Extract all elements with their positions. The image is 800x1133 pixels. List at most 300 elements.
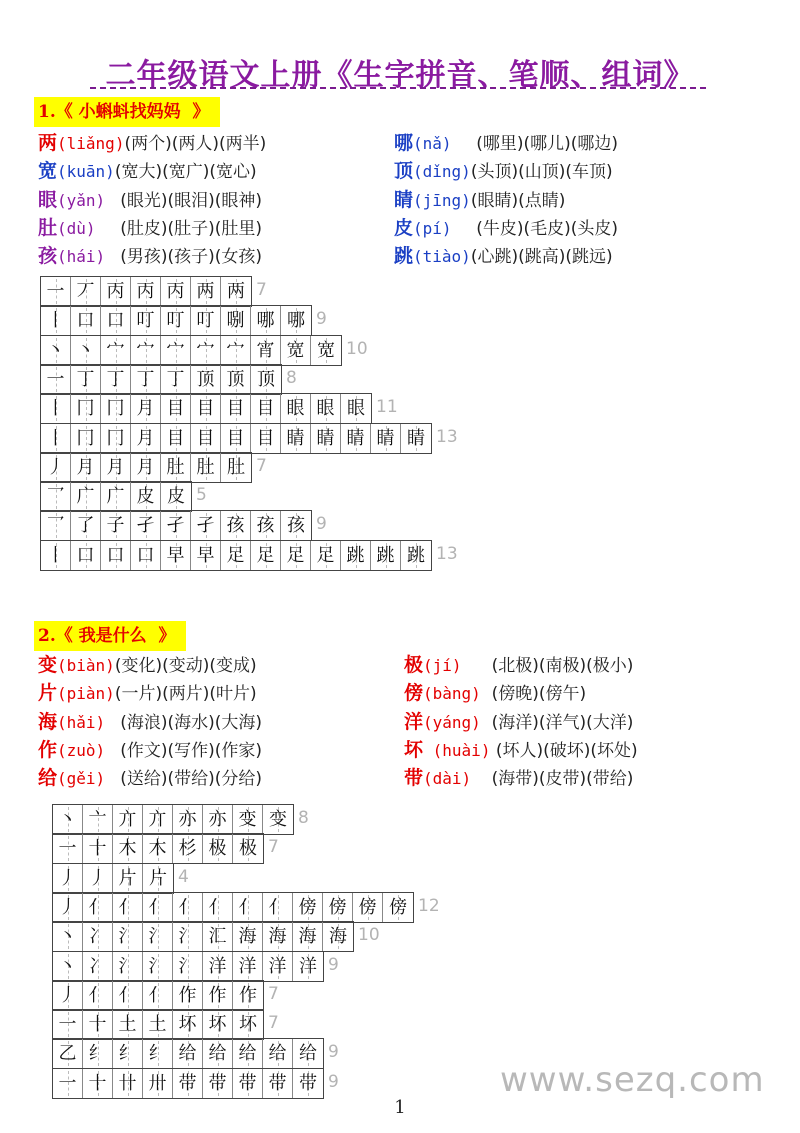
stroke-cell xyxy=(173,805,203,834)
stroke-glyph: 叮 xyxy=(166,310,185,332)
stroke-cell xyxy=(173,1069,203,1098)
stroke-cell xyxy=(233,1039,263,1068)
stroke-cell xyxy=(341,394,371,423)
stroke-cell xyxy=(251,365,281,394)
stroke-cell xyxy=(143,834,173,863)
vocab-row xyxy=(394,243,613,269)
stroke-glyph: 宽 xyxy=(286,339,305,361)
stroke-glyph: 纟 xyxy=(148,1043,167,1065)
stroke-cell xyxy=(191,277,221,306)
vocab-pinyin: (yáng) xyxy=(423,712,481,732)
vocab-words: (牛皮)(毛皮)(头皮) xyxy=(470,218,619,239)
watermark: www.sezq.com xyxy=(500,1060,765,1100)
vocab-char: 皮 xyxy=(394,216,414,239)
stroke-glyph: 丿 xyxy=(46,456,65,478)
stroke-cell xyxy=(161,482,191,511)
vocab-char: 跳 xyxy=(394,245,414,268)
stroke-cell xyxy=(83,981,113,1010)
stroke-glyph: 孩 xyxy=(226,515,245,537)
stroke-cells xyxy=(40,423,432,454)
section-heading: 1.《 小蝌蚪找妈妈 》 xyxy=(34,97,220,127)
stroke-glyph: 早 xyxy=(196,544,215,566)
stroke-cell xyxy=(293,1069,323,1098)
stroke-glyph: 孩 xyxy=(256,515,275,537)
stroke-cells xyxy=(52,980,264,1011)
stroke-cell xyxy=(251,394,281,423)
stroke-glyph: 氵 xyxy=(148,955,167,977)
vocab-pinyin: (dài) xyxy=(423,769,481,789)
stroke-cell xyxy=(191,541,221,570)
stroke-glyph: 丶 xyxy=(76,339,95,361)
stroke-glyph: 目 xyxy=(166,427,185,449)
stroke-glyph: 洋 xyxy=(268,955,287,977)
stroke-cell xyxy=(53,864,83,893)
stroke-cell xyxy=(341,541,371,570)
stroke-cell xyxy=(83,1069,113,1098)
stroke-glyph: 乙 xyxy=(58,1043,77,1065)
stroke-glyph: 丿 xyxy=(58,867,77,889)
stroke-cell xyxy=(173,981,203,1010)
vocab-char: 海 xyxy=(38,710,58,733)
vocab-words: (变化)(变动)(变成) xyxy=(114,656,257,676)
stroke-glyph: 宵 xyxy=(256,339,275,361)
stroke-cell xyxy=(41,541,71,570)
stroke-cell xyxy=(203,1069,233,1098)
vocab-char: 给 xyxy=(38,767,58,790)
stroke-cell xyxy=(221,394,251,423)
stroke-glyph: 皮 xyxy=(167,486,185,508)
stroke-glyph: 肚 xyxy=(166,456,185,478)
stroke-glyph: 口 xyxy=(106,310,125,332)
stroke-glyph: 作 xyxy=(208,984,227,1006)
vocab-row xyxy=(38,130,266,156)
vocab-words: (哪里)(哪儿)(哪边) xyxy=(470,134,619,154)
stroke-count: 7 xyxy=(256,280,267,300)
stroke-glyph: 口 xyxy=(76,544,95,566)
vocab-row xyxy=(38,243,262,269)
stroke-glyph: 子 xyxy=(106,515,125,537)
stroke-cell xyxy=(263,805,293,834)
stroke-cell xyxy=(161,277,191,306)
stroke-cell xyxy=(113,864,143,893)
vocab-row xyxy=(38,158,257,184)
stroke-cell xyxy=(161,394,191,423)
vocab-row xyxy=(404,765,633,791)
vocab-words: (肚皮)(肚子)(肚里) xyxy=(114,218,263,239)
stroke-glyph: 月 xyxy=(136,427,155,449)
stroke-glyph: 丙 xyxy=(166,281,185,302)
stroke-glyph: 丨 xyxy=(46,310,65,332)
stroke-cell xyxy=(53,922,83,951)
stroke-cell xyxy=(311,541,341,570)
stroke-cell xyxy=(53,1039,83,1068)
stroke-count: 7 xyxy=(268,983,279,1004)
stroke-glyph: 亻 xyxy=(88,984,107,1006)
stroke-glyph: 洋 xyxy=(238,955,257,977)
stroke-cell xyxy=(263,1069,293,1098)
stroke-glyph: 肚 xyxy=(227,456,245,478)
stroke-count: 9 xyxy=(328,954,339,975)
stroke-cell xyxy=(203,952,233,981)
stroke-cells xyxy=(52,1068,324,1099)
stroke-glyph: 极 xyxy=(208,838,227,860)
stroke-cell xyxy=(71,336,101,365)
stroke-glyph: 亻 xyxy=(268,896,287,918)
stroke-cell xyxy=(251,511,281,540)
stroke-glyph: 月 xyxy=(136,456,155,478)
stroke-cell xyxy=(383,893,413,922)
stroke-glyph: 亻 xyxy=(118,896,137,918)
stroke-cell xyxy=(221,511,251,540)
stroke-cell xyxy=(233,922,263,951)
stroke-count: 11 xyxy=(376,397,398,418)
stroke-glyph: 给 xyxy=(238,1043,257,1065)
vocab-row xyxy=(404,680,586,706)
vocab-words: (眼睛)(点睛) xyxy=(470,190,566,211)
stroke-cell xyxy=(71,365,101,394)
stroke-cell xyxy=(173,952,203,981)
stroke-count: 5 xyxy=(196,485,207,506)
stroke-glyph: 作 xyxy=(239,984,257,1006)
stroke-cell xyxy=(71,306,101,335)
stroke-cells xyxy=(52,863,174,894)
stroke-cell xyxy=(113,952,143,981)
stroke-cell xyxy=(143,952,173,981)
stroke-count: 13 xyxy=(436,426,458,447)
stroke-glyph: 睛 xyxy=(376,427,395,449)
stroke-cell xyxy=(371,424,401,453)
stroke-glyph: 傍 xyxy=(389,896,407,918)
stroke-glyph: 极 xyxy=(239,838,257,860)
stroke-glyph: 带 xyxy=(268,1072,287,1094)
stroke-cell xyxy=(161,453,191,482)
vocab-char: 极 xyxy=(404,654,424,676)
vocab-pinyin: (pí) xyxy=(413,218,471,238)
stroke-glyph: 丿 xyxy=(88,867,107,889)
stroke-glyph: 变 xyxy=(269,809,287,830)
vocab-pinyin: (dǐng) xyxy=(413,162,471,182)
stroke-cells xyxy=(40,452,252,483)
stroke-glyph: 土 xyxy=(148,1014,167,1036)
stroke-cell xyxy=(281,541,311,570)
stroke-cell xyxy=(251,541,281,570)
stroke-glyph: 睛 xyxy=(316,427,335,449)
stroke-cell xyxy=(311,394,341,423)
stroke-cells xyxy=(40,393,372,424)
stroke-glyph: 顶 xyxy=(226,368,245,390)
stroke-cell xyxy=(233,805,263,834)
page-number: 1 xyxy=(394,1097,406,1118)
stroke-cell xyxy=(143,981,173,1010)
stroke-cell xyxy=(221,277,251,306)
stroke-glyph: 海 xyxy=(329,926,347,948)
vocab-words: (送给)(带给)(分给) xyxy=(114,769,263,790)
stroke-cells xyxy=(40,276,252,307)
stroke-glyph: 洋 xyxy=(299,955,317,977)
stroke-cell xyxy=(353,893,383,922)
stroke-cell xyxy=(161,541,191,570)
stroke-cell xyxy=(173,1039,203,1068)
stroke-glyph: 一 xyxy=(58,1072,77,1094)
stroke-glyph: 土 xyxy=(118,1014,137,1036)
vocab-pinyin: (piàn) xyxy=(57,684,115,704)
stroke-cell xyxy=(71,541,101,570)
stroke-cell xyxy=(323,922,353,951)
stroke-cell xyxy=(131,394,161,423)
stroke-cell xyxy=(293,952,323,981)
stroke-glyph: 坏 xyxy=(208,1014,227,1036)
vocab-pinyin: (tiào) xyxy=(413,247,471,267)
stroke-glyph: 目 xyxy=(166,398,185,420)
stroke-glyph: 亻 xyxy=(208,896,227,918)
vocab-char: 坏 xyxy=(404,738,424,761)
vocab-row xyxy=(38,187,262,213)
stroke-cells xyxy=(52,921,354,952)
stroke-glyph: 氵 xyxy=(118,926,137,948)
vocab-char: 洋 xyxy=(404,710,424,733)
stroke-cell xyxy=(83,893,113,922)
stroke-glyph: 睛 xyxy=(407,427,425,449)
stroke-cell xyxy=(203,834,233,863)
stroke-cell xyxy=(53,805,83,834)
stroke-glyph: 叮 xyxy=(196,310,215,332)
stroke-cell xyxy=(281,336,311,365)
vocab-pinyin: (bàng) xyxy=(423,684,481,704)
stroke-glyph: 木 xyxy=(148,838,167,860)
stroke-glyph: 一 xyxy=(46,281,65,302)
stroke-glyph: 跳 xyxy=(346,544,365,566)
stroke-glyph: 睛 xyxy=(346,427,365,449)
stroke-cell xyxy=(293,893,323,922)
stroke-count: 12 xyxy=(418,895,440,916)
stroke-glyph: 目 xyxy=(226,398,245,420)
stroke-cells xyxy=(52,1038,324,1069)
stroke-glyph: 一 xyxy=(46,368,65,390)
stroke-cells xyxy=(40,305,312,336)
stroke-cell xyxy=(41,306,71,335)
stroke-glyph: 海 xyxy=(268,926,287,948)
stroke-glyph: 丙 xyxy=(136,281,155,302)
stroke-count: 7 xyxy=(268,837,279,858)
stroke-cell xyxy=(293,922,323,951)
stroke-glyph: 丁 xyxy=(76,368,95,390)
stroke-cell xyxy=(113,805,143,834)
stroke-cell xyxy=(71,482,101,511)
vocab-words: (头顶)(山顶)(车顶) xyxy=(470,162,613,183)
stroke-cells xyxy=(52,892,414,923)
stroke-glyph: 睛 xyxy=(286,427,305,449)
stroke-glyph: 亻 xyxy=(238,896,257,918)
stroke-cell xyxy=(281,394,311,423)
stroke-glyph: 目 xyxy=(256,398,275,420)
vocab-words: (海洋)(洋气)(大洋) xyxy=(480,712,634,733)
stroke-cell xyxy=(101,541,131,570)
stroke-glyph: 哪 xyxy=(287,310,305,332)
stroke-cell xyxy=(53,981,83,1010)
vocab-char: 两 xyxy=(38,132,58,154)
stroke-glyph: 纟 xyxy=(118,1043,137,1065)
vocab-words: (北极)(南极)(极小) xyxy=(480,656,634,676)
stroke-cell xyxy=(131,541,161,570)
vocab-row xyxy=(38,652,257,678)
stroke-glyph: 两 xyxy=(227,281,245,302)
stroke-glyph: 口 xyxy=(106,544,125,566)
stroke-cell xyxy=(191,306,221,335)
vocab-row xyxy=(394,130,618,156)
stroke-cells xyxy=(52,951,324,982)
stroke-cell xyxy=(233,1010,263,1039)
vocab-pinyin: (nǎ) xyxy=(413,134,471,153)
stroke-glyph: 卅 xyxy=(148,1072,167,1094)
stroke-cell xyxy=(221,365,251,394)
stroke-glyph: 口 xyxy=(136,544,155,566)
stroke-glyph: 洋 xyxy=(208,955,227,977)
stroke-glyph: 眼 xyxy=(286,398,305,420)
stroke-cell xyxy=(143,1010,173,1039)
stroke-glyph: 月 xyxy=(136,398,155,420)
stroke-glyph: 亦 xyxy=(208,809,227,830)
page-title: 二年级语文上册《生字拼音、笔顺、组词》 xyxy=(105,58,695,93)
stroke-cell xyxy=(83,1039,113,1068)
stroke-cell xyxy=(83,864,113,893)
stroke-cell xyxy=(173,893,203,922)
stroke-glyph: 亻 xyxy=(148,984,167,1006)
stroke-glyph: 亣 xyxy=(148,809,167,830)
stroke-glyph: 氵 xyxy=(178,926,197,948)
vocab-pinyin: (jí) xyxy=(423,656,481,675)
stroke-cell xyxy=(371,541,401,570)
stroke-cell xyxy=(191,394,221,423)
vocab-words: (男孩)(孩子)(女孩) xyxy=(114,247,263,268)
stroke-glyph: 带 xyxy=(178,1072,197,1094)
vocab-words: (作文)(写作)(作家) xyxy=(114,740,263,761)
stroke-glyph: 孑 xyxy=(196,515,215,537)
vocab-pinyin: (hái) xyxy=(57,247,115,267)
stroke-cell xyxy=(401,541,431,570)
stroke-cell xyxy=(143,893,173,922)
stroke-glyph: 宀 xyxy=(166,339,185,361)
stroke-cell xyxy=(263,952,293,981)
stroke-cell xyxy=(251,424,281,453)
stroke-glyph: 丁 xyxy=(136,368,155,390)
stroke-glyph: 宀 xyxy=(136,339,155,361)
stroke-glyph: 孑 xyxy=(136,515,155,537)
stroke-cell xyxy=(233,981,263,1010)
stroke-glyph: 眼 xyxy=(347,398,365,420)
stroke-cell xyxy=(101,365,131,394)
stroke-cell xyxy=(341,424,371,453)
stroke-cell xyxy=(233,1069,263,1098)
stroke-count: 7 xyxy=(268,1013,279,1034)
stroke-cell xyxy=(41,365,71,394)
stroke-cell xyxy=(41,424,71,453)
stroke-glyph: 丶 xyxy=(58,926,77,948)
stroke-glyph: 一 xyxy=(58,838,77,860)
stroke-glyph: 给 xyxy=(178,1043,197,1065)
stroke-cell xyxy=(191,511,221,540)
vocab-pinyin: (biàn) xyxy=(57,656,115,675)
stroke-glyph: 丁 xyxy=(106,368,125,390)
vocab-row xyxy=(38,215,262,241)
stroke-cells xyxy=(40,364,282,395)
stroke-glyph: 一 xyxy=(58,1014,77,1036)
stroke-glyph: 孑 xyxy=(166,515,185,537)
stroke-count: 9 xyxy=(316,514,327,535)
stroke-glyph: 足 xyxy=(316,544,335,566)
stroke-cell xyxy=(323,893,353,922)
stroke-cell xyxy=(53,1010,83,1039)
vocab-row xyxy=(38,709,262,735)
stroke-cell xyxy=(131,511,161,540)
stroke-glyph: 亻 xyxy=(88,896,107,918)
stroke-cell xyxy=(131,424,161,453)
vocab-char: 宽 xyxy=(38,160,58,183)
stroke-cells xyxy=(52,1009,264,1040)
vocab-words: (傍晚)(傍午) xyxy=(480,684,587,705)
stroke-glyph: 亻 xyxy=(178,896,197,918)
stroke-cell xyxy=(161,306,191,335)
stroke-count: 4 xyxy=(178,866,189,887)
stroke-cell xyxy=(131,277,161,306)
stroke-glyph: 宀 xyxy=(196,339,215,361)
vocab-char: 眼 xyxy=(38,188,58,211)
stroke-cell xyxy=(131,482,161,511)
stroke-cell xyxy=(83,922,113,951)
stroke-cells xyxy=(40,510,312,541)
stroke-cell xyxy=(113,922,143,951)
stroke-glyph: 冫 xyxy=(88,955,107,977)
stroke-cell xyxy=(143,922,173,951)
stroke-glyph: 宀 xyxy=(106,339,125,361)
stroke-cell xyxy=(281,424,311,453)
stroke-glyph: 傍 xyxy=(358,896,377,918)
stroke-glyph: 丿 xyxy=(58,896,77,918)
stroke-glyph: 氵 xyxy=(118,955,137,977)
stroke-cell xyxy=(101,277,131,306)
stroke-count: 10 xyxy=(346,338,368,359)
stroke-count: 8 xyxy=(298,808,309,828)
stroke-cell xyxy=(101,511,131,540)
stroke-glyph: 纟 xyxy=(88,1043,107,1065)
vocab-pinyin: (yǎn) xyxy=(57,190,115,210)
stroke-cell xyxy=(143,864,173,893)
vocab-pinyin: (hǎi) xyxy=(57,712,115,732)
stroke-cell xyxy=(41,277,71,306)
stroke-cell xyxy=(161,336,191,365)
stroke-cell xyxy=(203,893,233,922)
stroke-glyph: 丿 xyxy=(58,984,77,1006)
stroke-cell xyxy=(161,365,191,394)
stroke-cell xyxy=(263,922,293,951)
stroke-glyph: 片 xyxy=(118,867,137,889)
title-underline xyxy=(90,87,706,89)
stroke-cell xyxy=(293,1039,323,1068)
stroke-glyph: 汇 xyxy=(208,926,227,948)
stroke-cell xyxy=(113,981,143,1010)
stroke-cell xyxy=(203,805,233,834)
stroke-glyph: 十 xyxy=(88,1014,107,1036)
vocab-words: (宽大)(宽广)(宽心) xyxy=(114,162,257,183)
stroke-glyph: 坏 xyxy=(178,1014,197,1036)
stroke-cell xyxy=(233,952,263,981)
vocab-words: (一片)(两片)(叶片) xyxy=(114,684,257,705)
stroke-glyph: 丨 xyxy=(46,544,65,566)
stroke-cells xyxy=(52,833,264,864)
stroke-glyph: 冂 xyxy=(106,398,125,420)
vocab-char: 哪 xyxy=(394,132,414,154)
stroke-glyph: 眼 xyxy=(316,398,335,420)
stroke-glyph: 目 xyxy=(226,427,245,449)
